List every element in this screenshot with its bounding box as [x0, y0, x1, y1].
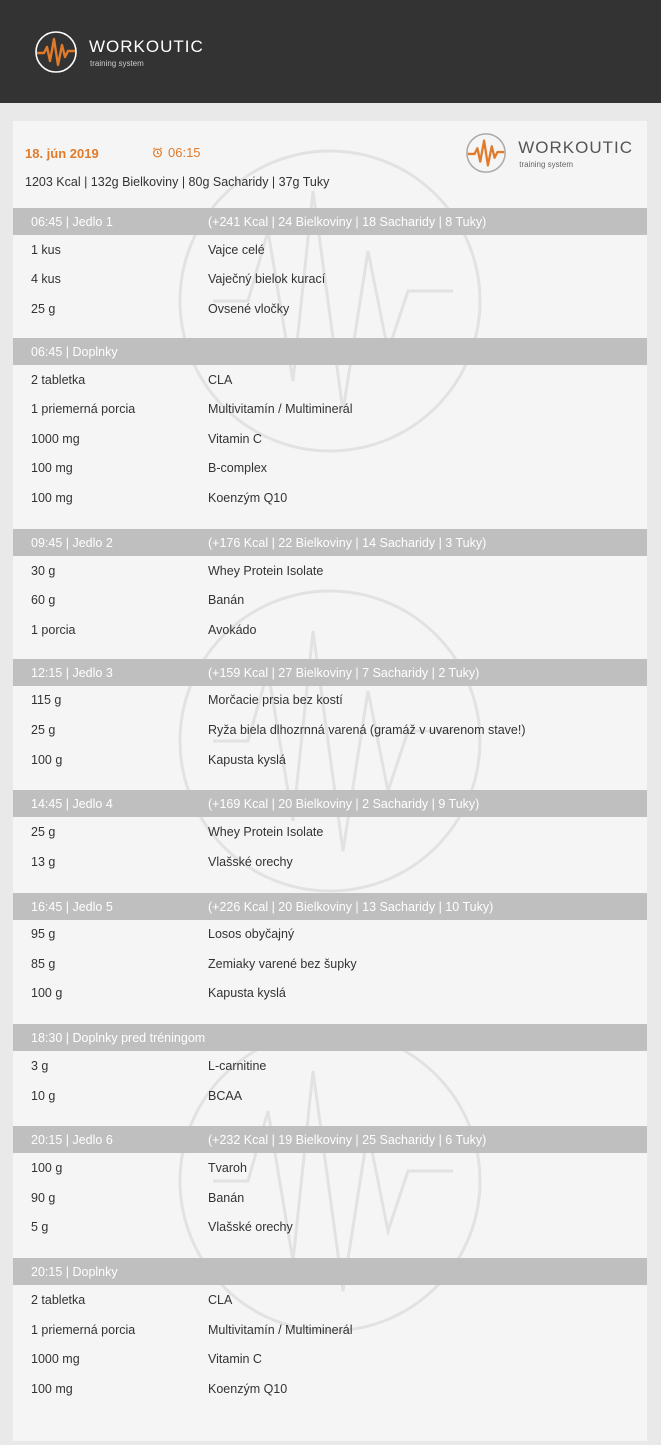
food-name: Ovsené vločky	[208, 301, 290, 316]
section-header	[13, 338, 647, 365]
food-item-row	[13, 817, 647, 847]
food-name: Koenzým Q10	[208, 1381, 288, 1396]
food-quantity: 90 g	[31, 1190, 56, 1205]
food-quantity: 30 g	[31, 563, 56, 578]
top-bar	[0, 0, 661, 103]
food-name: Ryža biela dlhozrnná varená (gramáž v uvarenom stave!)	[208, 722, 526, 737]
food-name: Vajce celé	[208, 242, 265, 257]
food-item-row	[13, 235, 647, 265]
food-name: Vlašské orechy	[208, 1220, 293, 1235]
food-quantity: 25 g	[31, 301, 56, 316]
food-quantity: 115 g	[31, 693, 62, 708]
meal-section	[13, 893, 647, 1025]
food-item-row	[13, 686, 647, 716]
food-item-row	[13, 1153, 647, 1183]
section-title: 06:45 | Doplnky	[31, 344, 118, 359]
food-quantity: 1 priemerná porcia	[31, 402, 136, 417]
meal-section	[13, 659, 647, 791]
food-quantity: 85 g	[31, 956, 56, 971]
brand-name: WORKOUTIC	[89, 36, 204, 56]
food-quantity: 25 g	[31, 722, 56, 737]
plan-time	[152, 145, 201, 160]
section-macros: (+232 Kcal | 19 Bielkoviny | 25 Sacharidy | 6 Tuky)	[208, 1133, 487, 1148]
food-quantity: 95 g	[31, 927, 56, 942]
food-item-row	[13, 265, 647, 295]
food-name: Losos obyčajný	[208, 927, 295, 942]
card-brand-logo	[464, 131, 633, 175]
food-quantity: 4 kus	[31, 272, 61, 287]
section-spacer	[13, 1242, 647, 1258]
food-name: Vitamin C	[208, 1352, 262, 1367]
section-spacer	[13, 877, 647, 893]
food-item-row	[13, 294, 647, 324]
food-item-row	[13, 483, 647, 513]
section-title: 12:15 | Jedlo 3	[31, 665, 113, 680]
food-item-row	[13, 1183, 647, 1213]
food-name: Tvaroh	[208, 1161, 247, 1176]
food-name: Whey Protein Isolate	[208, 825, 324, 840]
food-quantity: 1 porcia	[31, 622, 76, 637]
section-title: 16:45 | Jedlo 5	[31, 899, 113, 914]
food-item-row	[13, 979, 647, 1009]
food-item-row	[13, 394, 647, 424]
food-item-row	[13, 1344, 647, 1374]
section-header	[13, 893, 647, 920]
food-name: Vlašské orechy	[208, 854, 293, 869]
food-item-row	[13, 454, 647, 484]
section-spacer	[13, 513, 647, 529]
food-name: Kapusta kyslá	[208, 986, 286, 1001]
card-brand-name: WORKOUTIC	[518, 137, 633, 157]
section-title: 14:45 | Jedlo 4	[31, 797, 113, 812]
section-header	[13, 659, 647, 686]
plan-date: 18. jún 2019	[25, 146, 99, 161]
food-item-row	[13, 1285, 647, 1315]
section-macros: (+159 Kcal | 27 Bielkoviny | 7 Sacharidy | 2 Tuky)	[208, 665, 480, 680]
food-item-row	[13, 1315, 647, 1345]
food-quantity: 5 g	[31, 1220, 49, 1235]
food-item-row	[13, 424, 647, 454]
daily-summary: 1203 Kcal | 132g Bielkoviny | 80g Sacharidy | 37g Tuky	[25, 175, 330, 189]
section-macros: (+176 Kcal | 22 Bielkoviny | 14 Sacharidy | 3 Tuky)	[208, 535, 487, 550]
section-title: 20:15 | Doplnky	[31, 1265, 118, 1280]
food-quantity: 100 g	[31, 986, 63, 1001]
section-header	[13, 1024, 647, 1051]
meal-section	[13, 1126, 647, 1258]
food-item-row	[13, 847, 647, 877]
food-quantity: 1000 mg	[31, 431, 80, 446]
food-name: CLA	[208, 372, 233, 387]
food-quantity: 100 g	[31, 1161, 63, 1176]
food-item-row	[13, 585, 647, 615]
food-item-row	[13, 1051, 647, 1081]
food-quantity: 1000 mg	[31, 1352, 80, 1367]
section-header	[13, 1126, 647, 1153]
meal-section	[13, 790, 647, 892]
food-quantity: 60 g	[31, 593, 56, 608]
workoutic-logo-icon	[33, 29, 79, 75]
food-name: Whey Protein Isolate	[208, 563, 324, 578]
food-item-row	[13, 745, 647, 775]
section-title: 20:15 | Jedlo 6	[31, 1133, 113, 1148]
food-quantity: 100 mg	[31, 490, 73, 505]
section-header	[13, 208, 647, 235]
meal-section	[13, 1024, 647, 1126]
food-quantity: 10 g	[31, 1088, 56, 1103]
section-macros: (+226 Kcal | 20 Bielkoviny | 13 Sacharidy | 10 Tuky)	[208, 899, 494, 914]
section-spacer	[13, 1008, 647, 1024]
food-quantity: 1 priemerná porcia	[31, 1322, 136, 1337]
food-name: BCAA	[208, 1088, 243, 1103]
food-name: Kapusta kyslá	[208, 752, 286, 767]
section-header	[13, 790, 647, 817]
food-item-row	[13, 949, 647, 979]
food-quantity: 100 mg	[31, 1381, 73, 1396]
section-spacer	[13, 324, 647, 338]
food-item-row	[13, 556, 647, 586]
meal-section	[13, 208, 647, 338]
section-title: 09:45 | Jedlo 2	[31, 535, 113, 550]
section-header	[13, 529, 647, 556]
plan-time-text: 06:15	[168, 145, 201, 160]
brand-logo[interactable]	[33, 29, 204, 75]
food-quantity: 25 g	[31, 825, 56, 840]
food-name: Multivitamín / Multiminerál	[208, 402, 353, 417]
workoutic-logo-icon	[464, 131, 508, 175]
food-name: Zemiaky varené bez šupky	[208, 956, 357, 971]
food-name: Vaječný bielok kurací	[208, 272, 326, 287]
food-item-row	[13, 365, 647, 395]
meal-sections	[13, 208, 647, 1404]
food-item-row	[13, 715, 647, 745]
food-quantity: 3 g	[31, 1059, 49, 1074]
section-spacer	[13, 1110, 647, 1126]
section-title: 06:45 | Jedlo 1	[31, 215, 113, 229]
section-title: 18:30 | Doplnky pred tréningom	[31, 1031, 206, 1046]
food-name: Koenzým Q10	[208, 490, 288, 505]
food-item-row	[13, 1081, 647, 1111]
food-name: Avokádo	[208, 622, 257, 637]
food-item-row	[13, 615, 647, 645]
food-name: Vitamin C	[208, 431, 262, 446]
food-quantity: 100 g	[31, 752, 63, 767]
card-brand-tagline: training system	[519, 159, 574, 169]
meal-section	[13, 1258, 647, 1403]
section-spacer	[13, 774, 647, 790]
food-name: B-complex	[208, 461, 268, 476]
food-quantity: 13 g	[31, 854, 56, 869]
section-header	[13, 1258, 647, 1285]
section-macros: (+169 Kcal | 20 Bielkoviny | 2 Sacharidy | 9 Tuky)	[208, 797, 480, 812]
food-name: Banán	[208, 1190, 245, 1205]
food-name: Multivitamín / Multiminerál	[208, 1322, 353, 1337]
food-name: Morčacie prsia bez kostí	[208, 693, 343, 708]
section-macros: (+241 Kcal | 24 Bielkoviny | 18 Sacharidy | 8 Tuky)	[208, 215, 487, 229]
food-quantity: 100 mg	[31, 461, 73, 476]
food-item-row	[13, 1213, 647, 1243]
food-quantity: 2 tabletka	[31, 1293, 86, 1308]
brand-tagline: training system	[90, 58, 144, 68]
food-name: L-carnitine	[208, 1059, 267, 1074]
food-item-row	[13, 920, 647, 950]
food-quantity: 1 kus	[31, 242, 61, 257]
food-quantity: 2 tabletka	[31, 372, 86, 387]
meal-section	[13, 338, 647, 529]
alarm-clock-icon	[152, 147, 163, 158]
food-item-row	[13, 1374, 647, 1404]
food-name: CLA	[208, 1293, 233, 1308]
section-spacer	[13, 645, 647, 659]
meal-plan-card	[13, 121, 647, 1441]
meal-section	[13, 529, 647, 659]
food-name: Banán	[208, 593, 245, 608]
